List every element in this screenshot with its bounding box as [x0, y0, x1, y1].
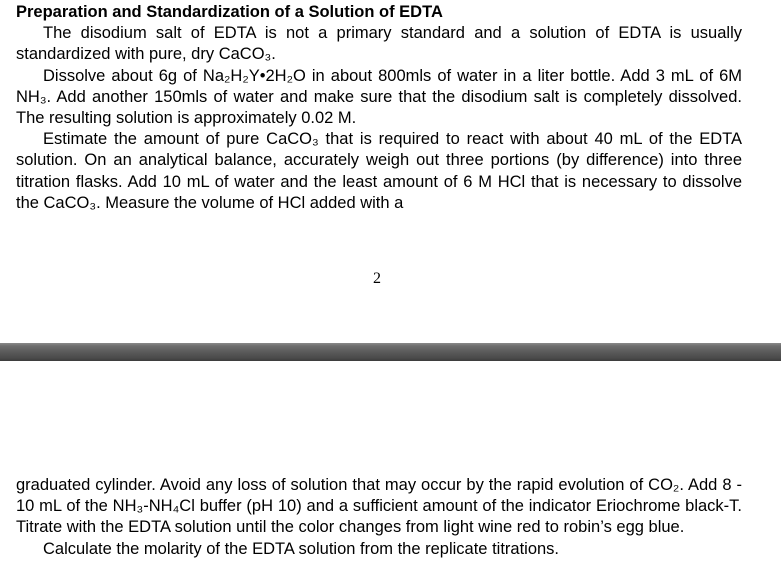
document-heading: Preparation and Standardization of a Solution of EDTA: [16, 3, 443, 21]
paragraph-continued: graduated cylinder. Avoid any loss of solution that may occur by the rapid evolution of CO₂. Add 8 - 10 mL of the NH₃-NH₄Cl buffer (pH 10) and a sufficient amount of the indicator Eriochrome black-T. Titrate with the EDTA solution until the color changes from light wine red to robin’s egg blue.: [16, 476, 742, 537]
paragraph-dissolve: Dissolve about 6g of Na₂H₂Y•2H₂O in about 800mls of water in a liter bottle. Add 3 mL of 6M NH₃. Add another 150mls of water and make sure that the disodium salt is completely dissolved. The resulting solution is approximately 0.02 M.: [16, 66, 742, 128]
page-number: 2: [373, 270, 381, 287]
document-page-2: [0, 361, 781, 585]
paragraph-calculate: Calculate the molarity of the EDTA solution from the replicate titrations.: [43, 539, 560, 558]
page-2-text: [16, 475, 742, 560]
paragraph-estimate: Estimate the amount of pure CaCO₃ that is required to react with about 40 mL of the EDTA solution. On an analytical balance, accurately weigh out three portions (by difference) into three titration flasks. Add 10 mL of water and the least amount of 6 M HCl that is necessary to dissolve the CaCO₃. Measure the volume of HCl added with a: [16, 130, 742, 212]
paragraph-primary-standard: The disodium salt of EDTA is not a primary standard and a solution of EDTA is usually standardized with pure, dry CaCO₃.: [16, 24, 742, 64]
page-1-text: [16, 2, 742, 214]
page-separator: [0, 343, 781, 361]
